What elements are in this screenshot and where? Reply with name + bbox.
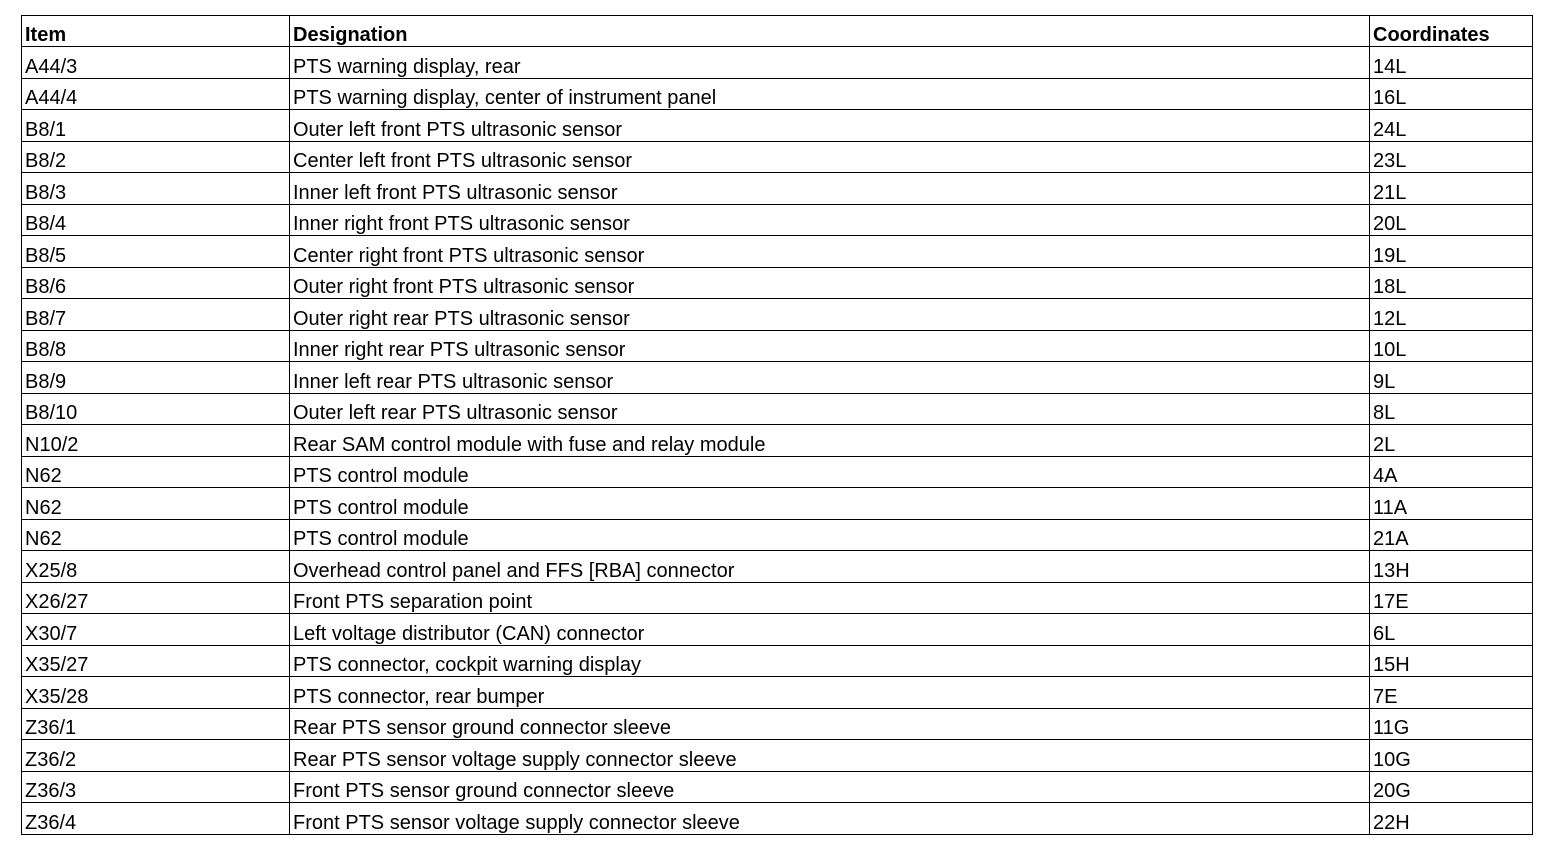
cell-item: X26/27 (22, 582, 290, 614)
cell-designation: Rear SAM control module with fuse and relay module (290, 425, 1370, 457)
table-row (22, 582, 1533, 614)
cell-designation: Inner right front PTS ultrasonic sensor (290, 204, 1370, 236)
cell-coordinates: 22H (1370, 803, 1533, 835)
table-row (22, 47, 1533, 79)
cell-item: Z36/4 (22, 803, 290, 835)
cell-designation: Left voltage distributor (CAN) connector (290, 614, 1370, 646)
table-body (22, 47, 1533, 835)
cell-coordinates: 14L (1370, 47, 1533, 79)
cell-coordinates: 15H (1370, 645, 1533, 677)
cell-designation: Center right front PTS ultrasonic sensor (290, 236, 1370, 268)
component-legend-table (21, 15, 1533, 835)
header-coordinates: Coordinates (1370, 16, 1533, 47)
cell-designation: PTS warning display, center of instrument panel (290, 78, 1370, 110)
cell-designation: Outer left front PTS ultrasonic sensor (290, 110, 1370, 142)
cell-designation: Outer right rear PTS ultrasonic sensor (290, 299, 1370, 331)
cell-item: Z36/1 (22, 708, 290, 740)
cell-coordinates: 12L (1370, 299, 1533, 331)
cell-coordinates: 10L (1370, 330, 1533, 362)
cell-coordinates: 20G (1370, 771, 1533, 803)
cell-coordinates: 19L (1370, 236, 1533, 268)
cell-coordinates: 13H (1370, 551, 1533, 583)
cell-coordinates: 23L (1370, 141, 1533, 173)
header-designation: Designation (290, 16, 1370, 47)
cell-designation: PTS connector, rear bumper (290, 677, 1370, 709)
cell-designation: PTS connector, cockpit warning display (290, 645, 1370, 677)
table-row (22, 362, 1533, 394)
table-row (22, 708, 1533, 740)
cell-item: B8/5 (22, 236, 290, 268)
table-row (22, 740, 1533, 772)
table-row (22, 204, 1533, 236)
cell-item: B8/7 (22, 299, 290, 331)
table-row (22, 519, 1533, 551)
cell-coordinates: 18L (1370, 267, 1533, 299)
table-row (22, 488, 1533, 520)
cell-coordinates: 20L (1370, 204, 1533, 236)
table-header (22, 16, 1533, 47)
cell-designation: PTS control module (290, 456, 1370, 488)
cell-coordinates: 4A (1370, 456, 1533, 488)
cell-item: X35/28 (22, 677, 290, 709)
table-row (22, 236, 1533, 268)
cell-item: B8/8 (22, 330, 290, 362)
table-row (22, 299, 1533, 331)
cell-item: A44/4 (22, 78, 290, 110)
cell-item: X30/7 (22, 614, 290, 646)
cell-designation: Rear PTS sensor ground connector sleeve (290, 708, 1370, 740)
table-row (22, 551, 1533, 583)
cell-item: B8/1 (22, 110, 290, 142)
table-row (22, 677, 1533, 709)
table-row (22, 425, 1533, 457)
cell-coordinates: 6L (1370, 614, 1533, 646)
cell-designation: Outer right front PTS ultrasonic sensor (290, 267, 1370, 299)
cell-item: B8/3 (22, 173, 290, 205)
table-row (22, 267, 1533, 299)
cell-coordinates: 11G (1370, 708, 1533, 740)
cell-coordinates: 21L (1370, 173, 1533, 205)
cell-designation: PTS control module (290, 488, 1370, 520)
cell-designation: Front PTS sensor ground connector sleeve (290, 771, 1370, 803)
table-row (22, 614, 1533, 646)
table-row (22, 141, 1533, 173)
header-item: Item (22, 16, 290, 47)
cell-item: X35/27 (22, 645, 290, 677)
cell-designation: Rear PTS sensor voltage supply connector sleeve (290, 740, 1370, 772)
cell-item: B8/2 (22, 141, 290, 173)
cell-coordinates: 17E (1370, 582, 1533, 614)
cell-designation: Inner left rear PTS ultrasonic sensor (290, 362, 1370, 394)
cell-designation: Inner right rear PTS ultrasonic sensor (290, 330, 1370, 362)
cell-designation: Front PTS separation point (290, 582, 1370, 614)
cell-designation: PTS warning display, rear (290, 47, 1370, 79)
cell-designation: Outer left rear PTS ultrasonic sensor (290, 393, 1370, 425)
cell-item: B8/4 (22, 204, 290, 236)
cell-coordinates: 7E (1370, 677, 1533, 709)
cell-designation: Overhead control panel and FFS [RBA] connector (290, 551, 1370, 583)
table-row (22, 393, 1533, 425)
cell-item: B8/10 (22, 393, 290, 425)
cell-coordinates: 11A (1370, 488, 1533, 520)
table-row (22, 803, 1533, 835)
cell-designation: PTS control module (290, 519, 1370, 551)
cell-coordinates: 2L (1370, 425, 1533, 457)
table-row (22, 78, 1533, 110)
cell-coordinates: 10G (1370, 740, 1533, 772)
table-row (22, 456, 1533, 488)
cell-item: N62 (22, 519, 290, 551)
cell-item: N62 (22, 456, 290, 488)
table-row (22, 330, 1533, 362)
cell-coordinates: 24L (1370, 110, 1533, 142)
cell-coordinates: 21A (1370, 519, 1533, 551)
cell-designation: Front PTS sensor voltage supply connector sleeve (290, 803, 1370, 835)
cell-designation: Inner left front PTS ultrasonic sensor (290, 173, 1370, 205)
cell-coordinates: 8L (1370, 393, 1533, 425)
table-row (22, 645, 1533, 677)
cell-item: Z36/2 (22, 740, 290, 772)
cell-item: N62 (22, 488, 290, 520)
cell-coordinates: 16L (1370, 78, 1533, 110)
header-row (22, 16, 1533, 47)
cell-coordinates: 9L (1370, 362, 1533, 394)
cell-item: Z36/3 (22, 771, 290, 803)
cell-item: B8/9 (22, 362, 290, 394)
table-row (22, 173, 1533, 205)
table-row (22, 771, 1533, 803)
table-row (22, 110, 1533, 142)
cell-designation: Center left front PTS ultrasonic sensor (290, 141, 1370, 173)
cell-item: N10/2 (22, 425, 290, 457)
cell-item: X25/8 (22, 551, 290, 583)
cell-item: A44/3 (22, 47, 290, 79)
cell-item: B8/6 (22, 267, 290, 299)
